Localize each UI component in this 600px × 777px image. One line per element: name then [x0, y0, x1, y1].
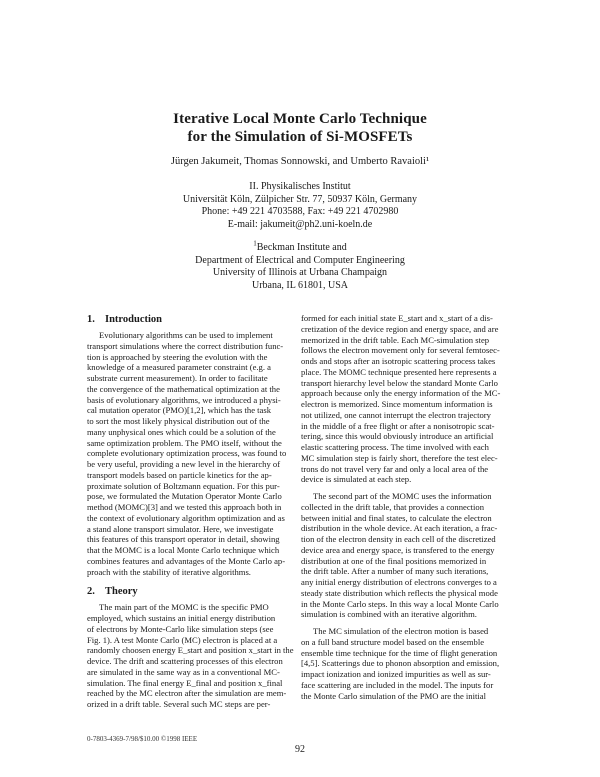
affiliation-line: Universität Köln, Zülpicher Str. 77, 50937 Köln, Germany: [182, 193, 418, 205]
text-line: device. The drift and scattering processes of this electron: [87, 656, 283, 666]
text-line: transport simulations where the correct distribution func-: [87, 340, 284, 351]
right-column: [301, 313, 523, 701]
affiliation-line: Urbana, IL 61801, USA: [251, 279, 348, 291]
text-line: method (MOMC)[3] and we tested this approach both in: [87, 502, 282, 512]
theory-paragraph-continued: [301, 313, 523, 485]
text-line: Fig. 1). A test Monte Carlo (MC) electron is placed at a: [87, 634, 278, 645]
text-line: distribution at one of the final positions memorized in: [301, 555, 487, 566]
text-line: a stand alone transport simulator. Here, we investigate: [87, 523, 274, 534]
text-line: device is simulated at each step.: [301, 474, 412, 485]
theory-paragraph: [87, 602, 309, 710]
paper-title-line-1: Iterative Local Monte Carlo Technique: [173, 111, 427, 127]
affiliation-line: [0, 239, 600, 255]
text-line: Evolutionary algorithms can be used to implement: [99, 330, 273, 340]
affiliation-line: E-mail: jakumeit@ph2.uni-koeln.de: [227, 218, 373, 230]
affiliation-line: II. Physikalisches Institut: [249, 181, 351, 192]
text-line: orized in a drift table. Several such MC steps are per-: [87, 699, 271, 709]
text-line: be very useful, providing a new level in the hierarchy of: [87, 459, 281, 469]
text-line: The MC simulation of the electron motion is based: [313, 626, 489, 636]
text-line: complete evolutionary optimization process, was found to: [87, 448, 287, 459]
text-line: the Monte Carlo simulation of the PMO are the initial: [301, 690, 486, 701]
text-line: The main part of the MOMC is the specific PMO: [99, 602, 269, 613]
page-number: 92: [295, 744, 305, 755]
text-line: ensemble time technique for the time of flight generation: [301, 647, 498, 658]
theory-paragraph-2: [301, 491, 523, 620]
text-line: proximate solution of Boltzmann equation. For this pur-: [87, 480, 280, 491]
text-line: knowledge of a measured parameter constraint (e.g. a: [87, 362, 271, 373]
affiliation-line-text: Beckman Institute and: [256, 242, 347, 253]
affiliation-line: Department of Electrical and Computer Engineering: [195, 254, 405, 266]
text-line: between initial and final states, to calculate the electron: [301, 512, 492, 523]
text-line: onds and stops after an isotropic scattering process takes: [301, 356, 496, 366]
issn-copyright: 0-7803-4369-7/98/$10.00 ©1998 IEEE: [87, 735, 198, 743]
text-line: tion is approached by steering the evolution with the: [87, 351, 268, 362]
text-line: not utilized, one cannot interrupt the electron trajectory: [301, 409, 491, 420]
text-line: tering, since this would obviously introduce an artificial: [301, 431, 494, 442]
affiliation-line: Phone: +49 221 4703588, Fax: +49 221 4702980: [201, 206, 399, 217]
text-line: The second part of the MOMC uses the information: [313, 491, 492, 501]
theory-paragraph-3: [301, 626, 523, 701]
section-number: 2.: [87, 586, 95, 598]
text-line: in the middle of a free flight or after a nonisotropic scat-: [301, 420, 495, 431]
text-line: elastic scattering process. The time involved with each: [301, 442, 489, 452]
text-line: steady state distribution which reflects the physical mode: [301, 587, 498, 598]
text-line: proach with the stability of iterative algorithms.: [87, 566, 251, 577]
text-line: collected in the drift table, that provides a connection: [301, 501, 485, 512]
affiliation-marker: 1: [253, 239, 257, 248]
text-line: tion of the electron density in each cell of the discretized: [301, 534, 496, 544]
author-list: Jürgen Jakumeit, Thomas Sonnowski, and Umberto Ravaioli¹: [170, 156, 430, 167]
text-line: reached by the MC electron after the simulation are mem-: [87, 688, 287, 699]
text-line: transport hierarchy level below the standard Monte Carlo: [301, 377, 498, 388]
section-heading-introduction: [87, 313, 309, 327]
introduction-paragraph: [87, 330, 309, 577]
text-line: the drift table. After a number of many such iterations,: [301, 566, 489, 577]
text-line: MC simulation step is fairly short, therefore the test elec-: [301, 452, 498, 463]
text-line: are simulated in the same way as in a conventional MC-: [87, 666, 280, 677]
text-line: follows the electron movement only for several femtosec-: [301, 345, 500, 356]
text-line: pose, we formulated the Mutation Operator Monte Carlo: [87, 491, 282, 502]
text-line: of electrons by Monte-Carlo like simulation steps (see: [87, 623, 274, 634]
section-title: Introduction: [105, 314, 162, 325]
affiliation-koeln: [0, 181, 600, 231]
text-line: formed for each initial state E_start and x_start of a dis-: [301, 313, 493, 323]
text-line: device area and energy space, is transfered to the energy: [301, 544, 495, 555]
text-line: any initial energy distribution of electrons converges to a: [301, 577, 497, 587]
text-line: this features of this transport operator in detail, showing: [87, 534, 280, 545]
text-line: [4,5]. Scatterings due to phonon absorption and emission,: [301, 658, 500, 669]
section-heading-theory: [87, 585, 309, 599]
paper-title-line-2: for the Simulation of Si-MOSFETs: [187, 129, 413, 145]
text-line: combines features and advantages of the Monte Carlo ap-: [87, 555, 286, 566]
text-line: impact ionization and ionized impurities as well as sur-: [301, 669, 491, 679]
affiliation-line: University of Illinois at Urbana Champaign: [212, 267, 388, 278]
text-line: randomly choosen energy E_start and position x_start in the: [87, 645, 294, 656]
text-line: simulation. The final energy E_final and position x_final: [87, 677, 283, 688]
text-line: employed, which sustains an initial energy distribution: [87, 613, 276, 623]
text-line: cal mutation operator (PMO)[1,2], which has the task: [87, 405, 272, 416]
text-line: face scattering are included in the model. The inputs for: [301, 679, 494, 690]
text-line: electron is memorized. Since momentum information is: [301, 399, 493, 409]
text-line: same optimization problem. The PMO itself, without the: [87, 437, 282, 448]
text-line: transport models based on particle kinetics for the ap-: [87, 469, 272, 480]
text-line: in the Monte Carlo steps. In this way a local Monte Carlo: [301, 598, 499, 609]
text-line: memorized in the drift table. Each MC-simulation step: [301, 334, 490, 345]
text-line: to sort the most likely physical distribution out of the: [87, 416, 270, 426]
text-line: place. The MOMC technique presented here represents a: [301, 366, 497, 377]
text-line: substrate current measurement). In order to facilitate: [87, 373, 268, 383]
text-line: basis of evolutionary algorithms, we introduced a physi-: [87, 394, 281, 405]
text-line: distribution in the whole device. At each iteration, a frac-: [301, 523, 498, 534]
text-line: the convergence of the mathematical optimization at the: [87, 383, 280, 394]
text-line: many unphysical ones which could be a solution of the: [87, 426, 276, 437]
text-line: trons do not travel very far and only a local area of the: [301, 463, 489, 474]
section-number: 1.: [87, 314, 95, 325]
left-column: [87, 313, 309, 710]
text-line: approach because only the energy information of the MC-: [301, 388, 501, 399]
text-line: on a full band structure model based on the ensemble: [301, 636, 485, 647]
text-line: cretization of the device region and energy space, and are: [301, 323, 499, 334]
text-line: that the MOMC is a local Monte Carlo technique which: [87, 545, 280, 555]
section-title: Theory: [105, 586, 138, 598]
text-line: simulation is combined with an iterative algorithm.: [301, 609, 477, 620]
affiliation-illinois: [0, 239, 600, 292]
text-line: the context of evolutionary algorithm optimization and as: [87, 512, 285, 523]
